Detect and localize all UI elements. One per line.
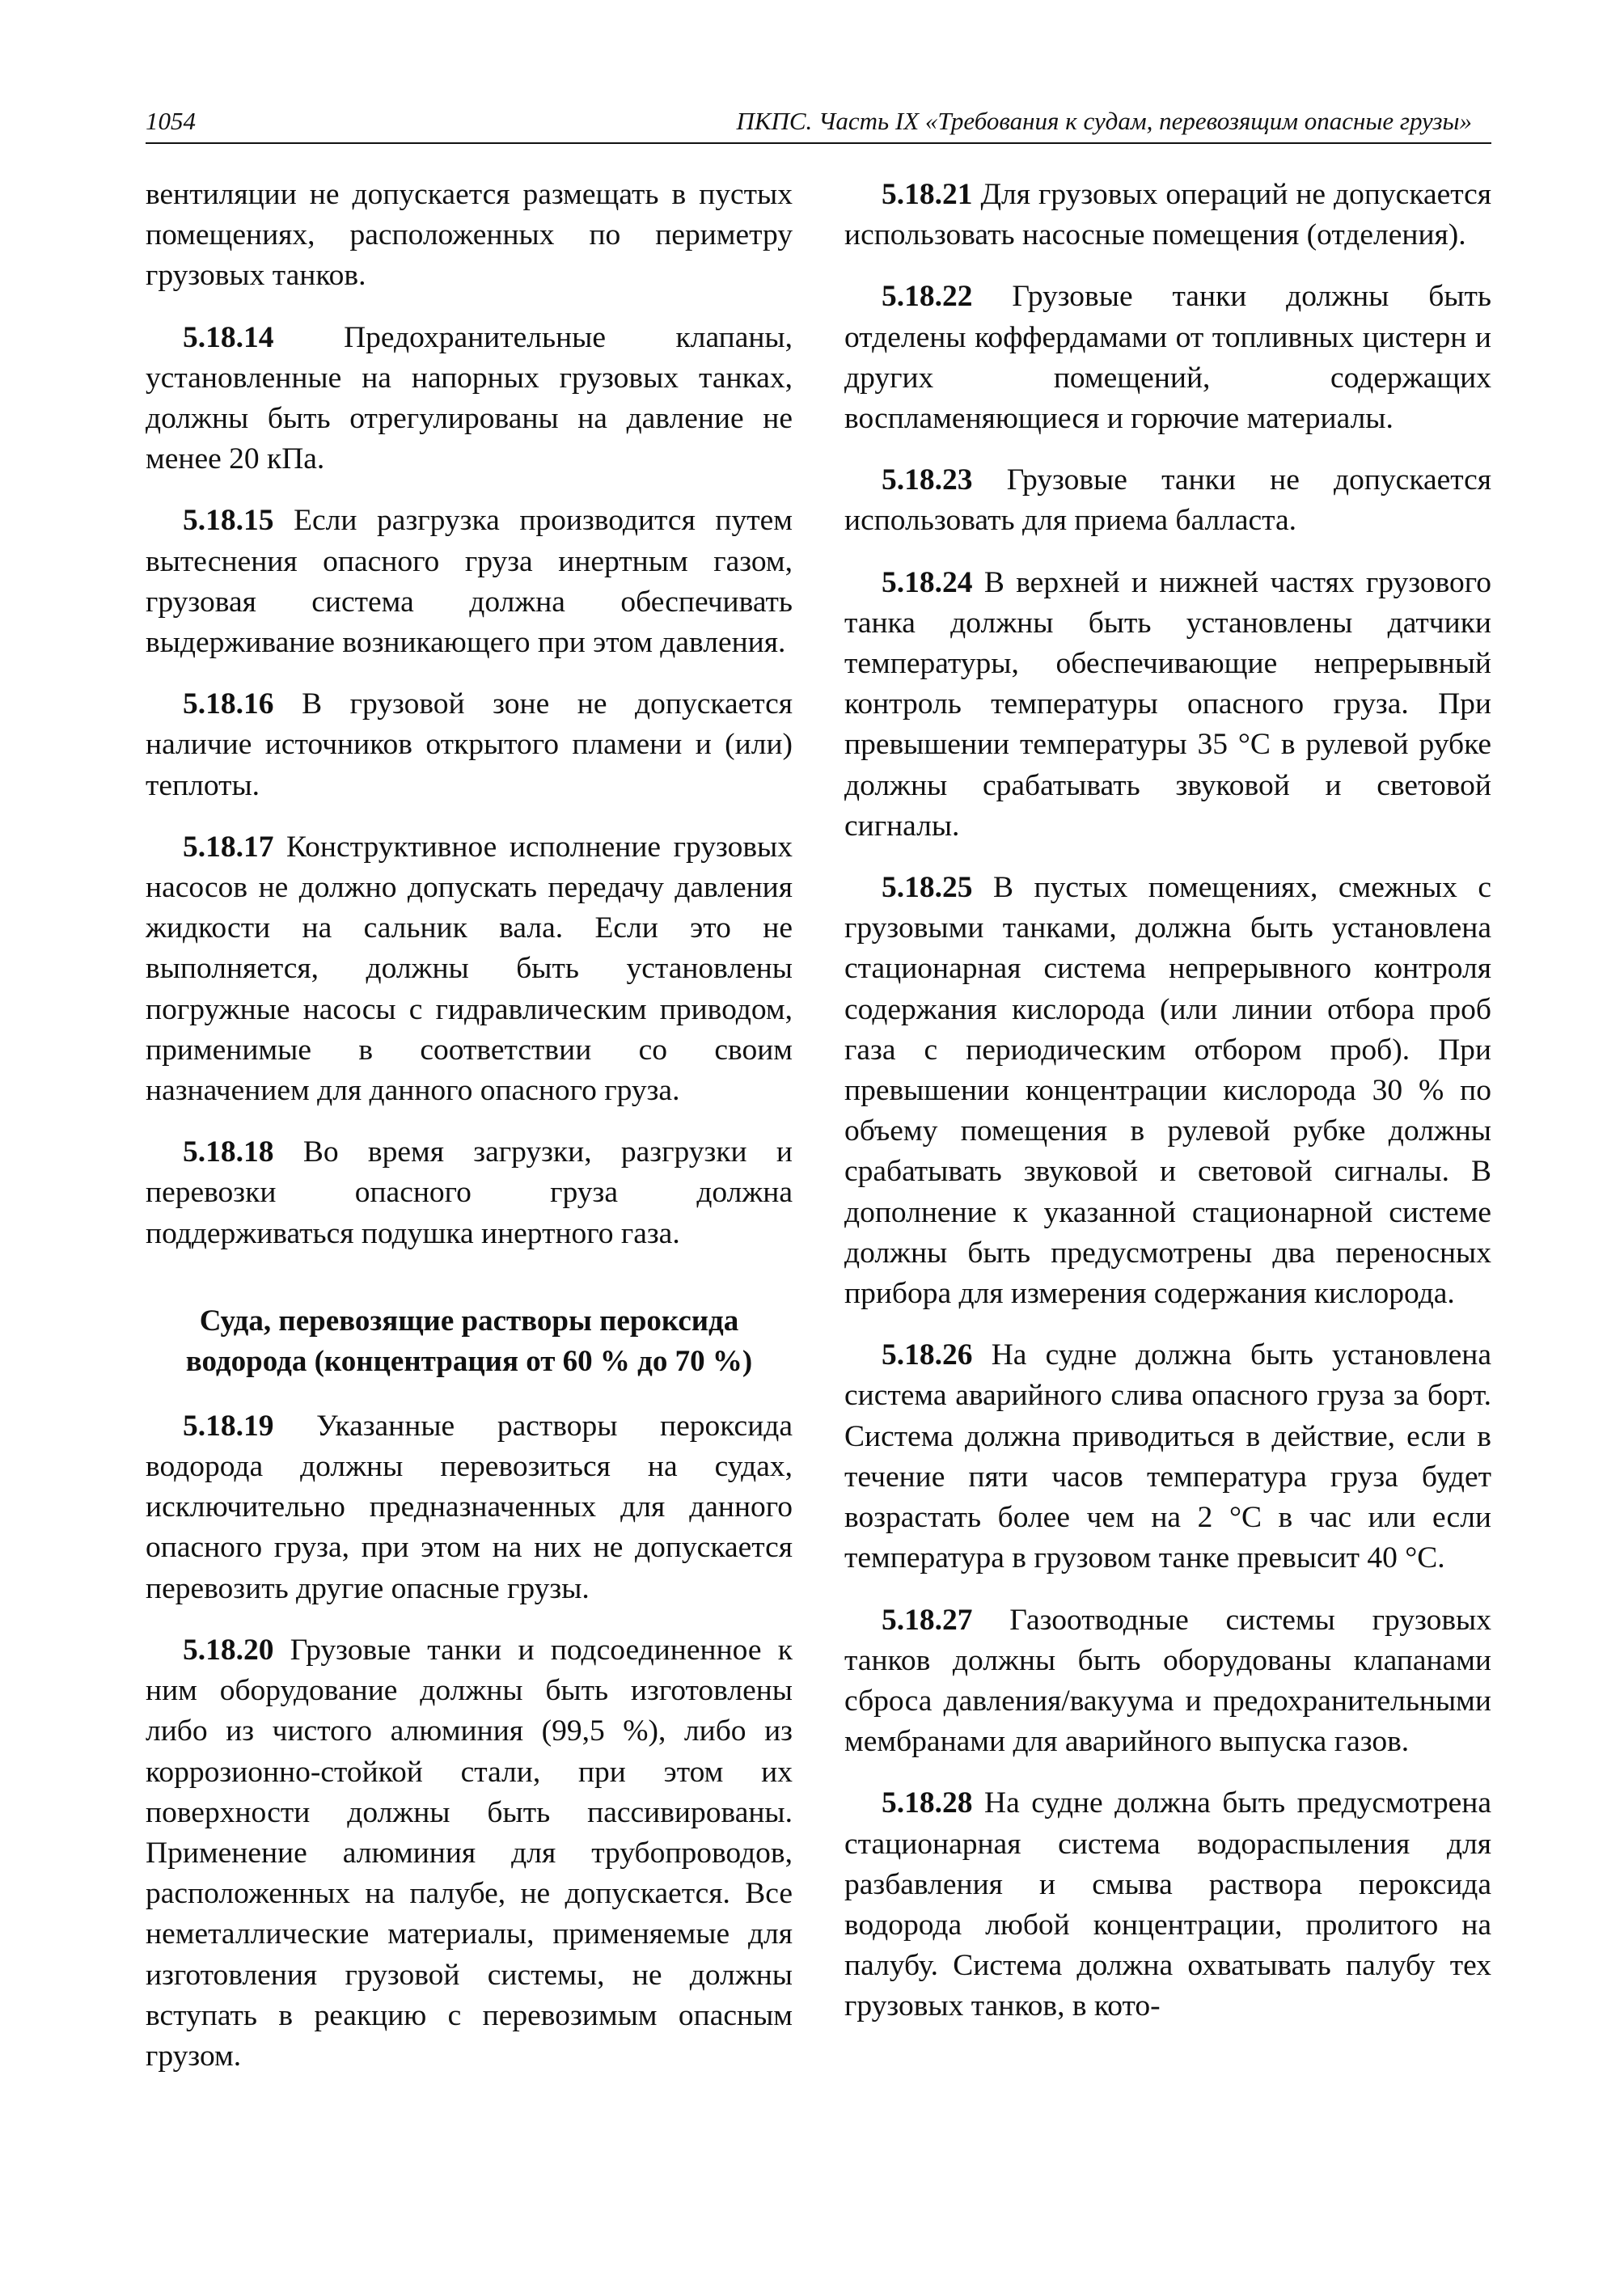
clause-number: 5.18.25 [882, 871, 973, 905]
clause-number: 5.18.22 [882, 280, 973, 314]
clause-5-18-18 [146, 1132, 793, 1254]
clause-5-18-19 [146, 1406, 793, 1609]
clause-number: 5.18.24 [882, 565, 973, 599]
subheading-line-1: Суда, перевозящие растворы пероксида [199, 1304, 739, 1338]
clause-5-18-26 [844, 1335, 1491, 1579]
running-title: ПКПС. Часть IX «Требования к судам, перевозящим опасные грузы» [736, 107, 1472, 135]
clause-text: Если разгрузка производится путем вытеснения опасного груза инертным газом, грузовая система должна обеспечивать выдерживание возникающего при этом давления. [146, 504, 793, 660]
clause-number: 5.18.18 [183, 1135, 274, 1169]
continued-paragraph: вентиляции не допускается размещать в пустых помещениях, расположенных по периметру грузовых танков. [146, 178, 793, 293]
clause-number: 5.18.16 [183, 687, 274, 721]
clause-text: На судне должна быть предусмотрена стационарная система водораспыления для разбавления и смыва раствора пероксида водорода любой концентрации, пролитого на палубу. Система должна охватывать палубу тех грузовых танков, в кото- [844, 1786, 1492, 2023]
clause-number: 5.18.21 [882, 178, 973, 211]
clause-5-18-15 [146, 501, 793, 663]
clause-5-18-27 [844, 1600, 1491, 1763]
clause-5-18-14 [146, 318, 793, 480]
clause-number: 5.18.26 [882, 1338, 973, 1372]
clause-number: 5.18.17 [183, 830, 274, 864]
subheading-line-2: водорода (концентрация от 60 % до 70 %) [185, 1344, 753, 1378]
clause-5-18-22 [844, 277, 1491, 439]
section-subheading [146, 1301, 793, 1382]
clause-number: 5.18.14 [183, 320, 274, 354]
clause-number: 5.18.27 [882, 1603, 973, 1637]
clause-text: Грузовые танки и подсоединенное к ним оборудование должны быть изготовлены либо из чистого алюминия (99,5 %), либо из коррозионно-стойкой стали, при этом их поверхности должны быть пассивированы. Применение алюминия для трубопроводов, расположенных на палубе, не допускается. Все неметаллические материалы, применяемые для изготовления грузовой системы, не должны вступать в реакцию с перевозимым опасным грузом. [146, 1633, 793, 2073]
clause-5-18-20 [146, 1630, 793, 2077]
clause-number: 5.18.20 [183, 1633, 274, 1667]
clause-number: 5.18.19 [183, 1409, 274, 1443]
clause-text: Грузовые танки должны быть отделены коффердамами от топливных цистерн и других помещений, содержащих воспламеняющиеся и горючие материалы. [844, 280, 1492, 436]
left-column [146, 175, 793, 2098]
clause-text: Грузовые танки не допускается использовать для приема балласта. [844, 463, 1491, 538]
clause-5-18-25 [844, 868, 1491, 1314]
clause-text: На судне должна быть установлена система аварийного слива опасного груза за борт. Система должна приводиться в действие, если в течение пяти часов температура груза будет возрастать более чем на 2 °С в час или если температура в грузовом танке превысит 40 °С. [844, 1338, 1491, 1575]
clause-number: 5.18.23 [882, 463, 973, 497]
clause-number: 5.18.28 [882, 1786, 973, 1820]
clause-text: Для грузовых операций не допускается использовать насосные помещения (отделения). [844, 178, 1491, 252]
clause-5-18-23 [844, 460, 1491, 541]
clause-text: Газоотводные системы грузовых танков должны быть оборудованы клапанами сброса давления/вакуума и предохранительными мембранами для аварийного выпуска газов. [844, 1603, 1492, 1759]
clause-text: Предохранительные клапаны, установленные на напорных грузовых танках, должны быть отрегулированы на давление не менее 20 кПа. [146, 320, 793, 476]
clause-text: Во время загрузки, разгрузки и перевозки опасного груза должна поддерживаться подушка инертного газа. [146, 1135, 793, 1250]
clause-number: 5.18.15 [183, 504, 274, 538]
clause-5-18-28 [844, 1783, 1491, 2027]
clause-5-18-17 [146, 827, 793, 1111]
clause-text: В грузовой зоне не допускается наличие источников открытого пламени и (или) теплоты. [146, 687, 793, 802]
running-header [146, 104, 1491, 144]
clause-5-18-16 [146, 684, 793, 806]
clause-text: В пустых помещениях, смежных с грузовыми танками, должна быть установлена стационарная система непрерывного контроля содержания кислорода (или линии отбора проб газа с периодическим отбором проб). При превышении концентрации кислорода 30 % по объему помещения в рулевой рубке должны срабатывать звуковой и световой сигналы. В дополнение к указанной стационарной системе должны быть предусмотрены два переносных прибора для измерения содержания кислорода. [844, 871, 1492, 1311]
clause-5-18-21 [844, 175, 1491, 256]
clause-5-18-24 [844, 563, 1491, 847]
clause-text: Конструктивное исполнение грузовых насосов не должно допускать передачу давления жидкости на сальник вала. Если это не выполняется, должны быть установлены погружные насосы с гидравлическим приводом, применимые в соответствии со своим назначением для данного опасного груза. [146, 830, 793, 1108]
clause-text: В верхней и нижней частях грузового танка должны быть установлены датчики температуры, обеспечивающие непрерывный контроль температуры опасного груза. При превышении температуры 35 °С в рулевой рубке должны срабатывать звуковой и световой сигналы. [844, 565, 1491, 843]
right-column [844, 175, 1491, 2048]
clause-text: Указанные растворы пероксида водорода должны перевозиться на судах, исключительно предназначенных для данного опасного груза, при этом на них не допускается перевозить другие опасные грузы. [146, 1409, 793, 1605]
page-number: 1054 [146, 107, 196, 135]
